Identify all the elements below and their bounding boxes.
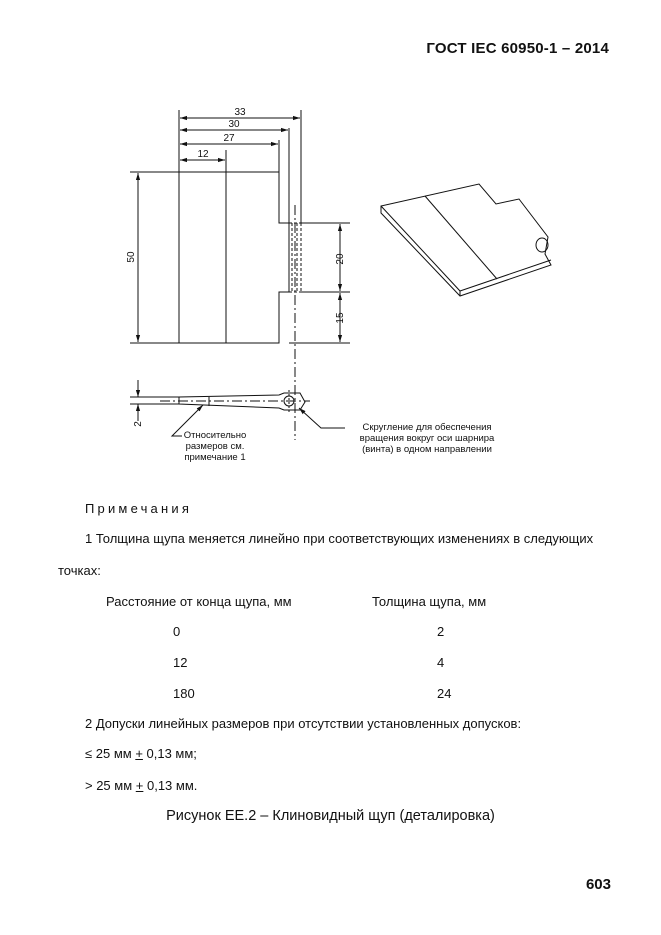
callout-right-line: Скругление для обеспечения xyxy=(362,422,492,433)
table-cell-distance: 180 xyxy=(173,686,195,701)
dim-text-15: 15 xyxy=(335,312,346,324)
dim-text-12: 12 xyxy=(197,149,209,160)
page-number: 603 xyxy=(585,876,611,893)
probe-isometric-view xyxy=(381,184,551,296)
note2: 2 Допуски линейных размеров при отсутствии установленных допусков: xyxy=(85,716,522,731)
table-header-thickness: Толщина щупа, мм xyxy=(372,594,487,609)
dim-text-27: 27 xyxy=(223,133,235,144)
leader-right xyxy=(299,408,345,428)
note1-line2: точках: xyxy=(58,563,101,578)
table-cell-thickness: 4 xyxy=(437,655,445,670)
table-header-distance: Расстояние от конца щупа, мм xyxy=(106,594,292,609)
table-cell-distance: 12 xyxy=(173,655,188,670)
probe-front-view-outline xyxy=(179,172,289,343)
callout-left-line: размеров см. xyxy=(185,441,245,452)
callout-left-line: Относительно xyxy=(183,430,247,441)
table-cell-thickness: 24 xyxy=(437,686,452,701)
tolerance-line-2: > 25 мм + 0,13 мм. xyxy=(85,778,198,793)
dim-text-20: 20 xyxy=(335,253,346,265)
table-cell-distance: 0 xyxy=(173,624,181,639)
dim-text-30: 30 xyxy=(228,119,240,130)
callout-right-line: (винта) в одном направлении xyxy=(362,444,492,455)
callout-left-line: примечание 1 xyxy=(184,452,246,463)
dim-text-50: 50 xyxy=(126,251,137,263)
tolerance-line-1: ≤ 25 мм + 0,13 мм; xyxy=(85,746,197,761)
dim-text-33: 33 xyxy=(234,107,246,118)
document-header: ГОСТ IEC 60950-1 – 2014 xyxy=(426,40,609,57)
note1-line1: 1 Толщина щупа меняется линейно при соответствующих изменениях в следующих xyxy=(85,531,594,546)
dim-text-2: 2 xyxy=(133,421,144,427)
table-cell-thickness: 2 xyxy=(437,624,445,639)
figure-caption: Рисунок ЕЕ.2 – Клиновидный щуп (деталировка) xyxy=(166,808,495,824)
callout-right-line: вращения вокруг оси шарнира xyxy=(359,433,495,444)
notes-title: Примечания xyxy=(85,501,193,516)
